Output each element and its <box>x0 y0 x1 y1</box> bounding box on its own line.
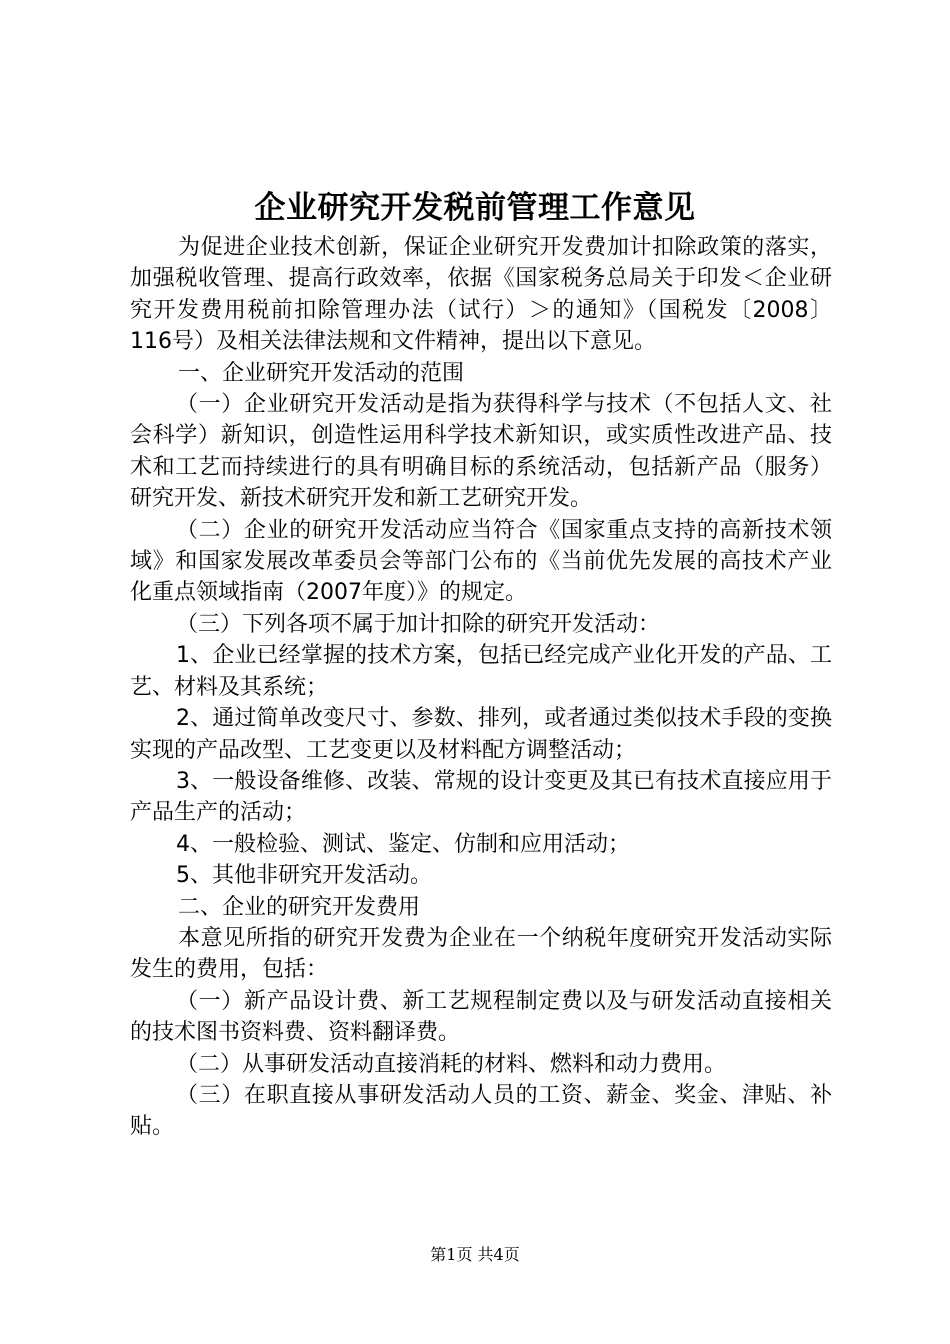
list-item-3: 3、一般设备维修、改装、常规的设计变更及其已有技术直接应用于产品生产的活动； <box>130 768 832 826</box>
document-title: 企业研究开发税前管理工作意见 <box>254 190 696 226</box>
paragraph-item-1-1: （一）企业研究开发活动是指为获得科学与技术（不包括人文、社会科学）新知识，创造性运用科学技术新知识，或实质性改进产品、技术和工艺而持续进行的具有明确目标的系统活动，包括新产品（服务）研究开发、新技术研究开发和新工艺研究开发。 <box>130 392 832 512</box>
paragraph-item-2-3: （三）在职直接从事研发活动人员的工资、薪金、奖金、津贴、补贴。 <box>130 1082 832 1140</box>
paragraph-item-2-1: （一）新产品设计费、新工艺规程制定费以及与研发活动直接相关的技术图书资料费、资料翻译费。 <box>130 988 832 1046</box>
paragraph-item-2-2: （二）从事研发活动直接消耗的材料、燃料和动力费用。 <box>176 1051 727 1077</box>
list-item-1: 1、企业已经掌握的技术方案，包括已经完成产业化开发的产品、工艺、材料及其系统； <box>130 643 832 700</box>
paragraph-section-2-intro: 本意见所指的研究开发费为企业在一个纳税年度研究开发活动实际发生的费用，包括： <box>130 925 832 983</box>
intro-paragraph: 为促进企业技术创新，保证企业研究开发费加计扣除政策的落实，加强税收管理、提高行政效率，依据《国家税务总局关于印发＜企业研究开发费用税前扣除管理办法（试行）＞的通知》（国税发〔2008〕116号）及相关法律法规和文件精神，提出以下意见。 <box>130 235 832 355</box>
paragraph-item-1-3: （三）下列各项不属于加计扣除的研究开发活动： <box>176 611 661 637</box>
page-number-footer: 第1页 共4页 <box>430 1245 520 1264</box>
list-item-2: 2、通过简单改变尺寸、参数、排列，或者通过类似技术手段的变换实现的产品改型、工艺变更以及材料配方调整活动； <box>130 706 832 763</box>
section-heading-1: 一、企业研究开发活动的范围 <box>178 360 465 386</box>
list-item-5: 5、其他非研究开发活动。 <box>176 863 432 889</box>
list-item-4: 4、一般检验、测试、鉴定、仿制和应用活动； <box>176 831 630 857</box>
document-body <box>130 232 832 1143</box>
section-heading-2: 二、企业的研究开发费用 <box>178 894 421 920</box>
paragraph-item-1-2: （二）企业的研究开发活动应当符合《国家重点支持的高新技术领域》和国家发展改革委员会等部门公布的《当前优先发展的高技术产业化重点领域指南（2007年度）》的规定。 <box>130 517 832 606</box>
